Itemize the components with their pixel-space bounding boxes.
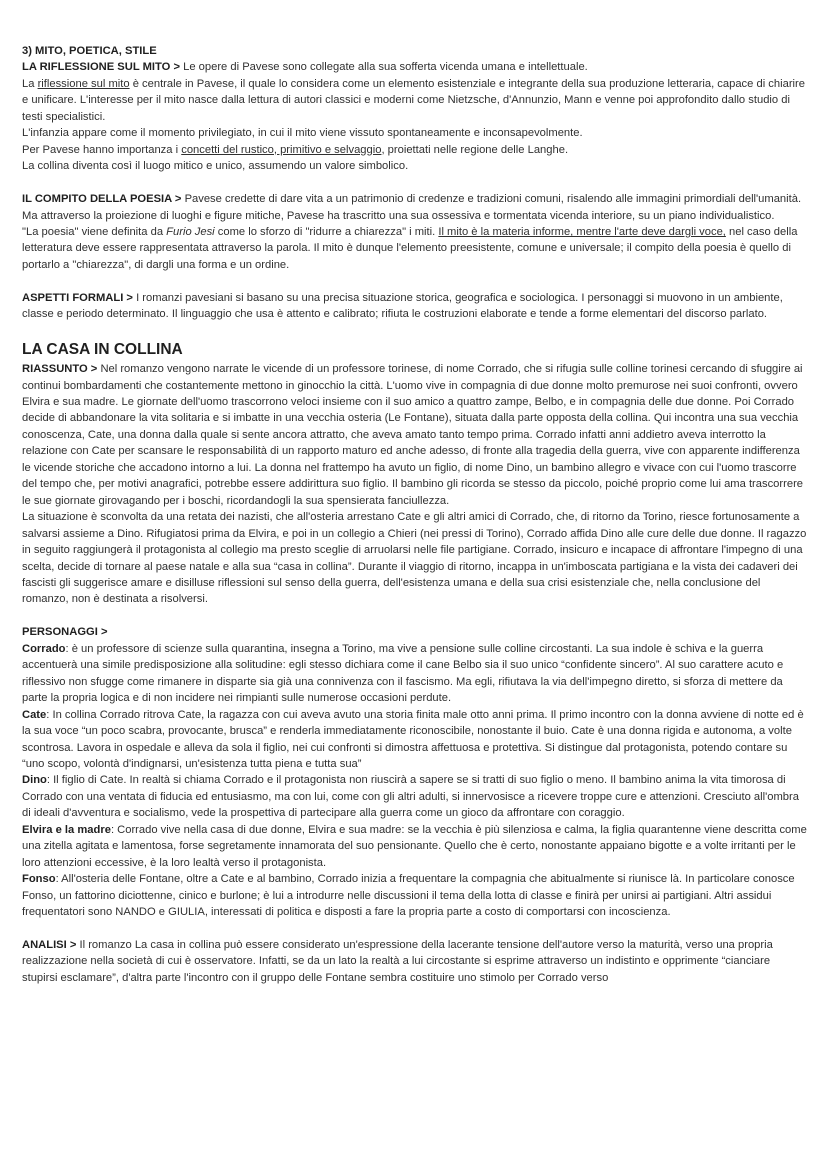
text-line	[22, 707, 808, 773]
text-line	[22, 125, 808, 141]
section-riassunto	[22, 361, 808, 608]
text-run: Cate	[22, 708, 47, 721]
text-run: La collina diventa così il luogo mitico e unico, assumendo un valore simbolico.	[22, 160, 409, 173]
text-run: nel caso della letteratura deve essere rappresentata attraverso la parola. Il mito è dunque l'elemento preesistente, comune e universale; il compito della poesia è quello di portarlo a "chiarezza", di dargli una forma e un ordine.	[22, 225, 798, 271]
text-run: come lo sforzo di "ridurre a chiarezza" i miti.	[214, 225, 439, 238]
text-run: Furio Jesi	[166, 225, 215, 238]
text-line	[22, 224, 808, 273]
text-line	[22, 822, 808, 871]
text-run: concetti del rustico, primitivo e selvaggio	[181, 143, 382, 156]
text-line	[22, 43, 808, 59]
text-run: Dino	[22, 774, 47, 787]
document-page	[22, 43, 808, 986]
section-mito-poetica-stile	[22, 43, 808, 175]
text-line	[22, 76, 808, 125]
text-run: ASPETTI FORMALI >	[22, 291, 137, 304]
text-run: RIASSUNTO >	[22, 363, 101, 376]
text-line	[22, 339, 808, 360]
section-compito-della-poesia	[22, 191, 808, 273]
text-run: : All'osteria delle Fontane, oltre a Cate e al bambino, Corrado inizia a frequentare la compagnia che abitualmente si riunisce là. In particolare conosce Fonso, un fattorino diciottenne, cinico e burlone; è lui a introdurre nelle discussioni il tema della lotta di classe e finirà per unirsi ai partigiani. Altri assidui frequentatori sono NANDO e GIULIA, interessati di politica e disposti a fare la propria parte a costo di comportarsi con incoscienza.	[22, 873, 795, 919]
text-run: La situazione è sconvolta da una retata dei nazisti, che all'osteria arrestano Cate e gli altri amici di Corrado, che, di ritorno da Torino, riesce fortunosamente a salvarsi assieme a Dino. Rifugiatosi prima da Elvira, e poi in un collegio a Chieri (nei pressi di Torino), Corrado affida Dino alle cure delle due donne. Il ragazzo in seguito raggiungerà il protagonista al collegio ma presto sceglie di arruolarsi nelle file partigiane. Corrado, insicuro e incapace di affrontare l'impegno di una scelta, decide di tornare al paese natale e alla sua “casa in collina”. Durante il viaggio di ritorno, incappa in un'imboscata partigiana e la vista dei cadaveri dei fascisti gli suggerisce amare e disilluse riflessioni sul senso della guerra, dell'esistenza umana e della sua crisi esistenziale che, nella conclusione del romanzo, non è destinata a risolversi.	[22, 511, 807, 606]
text-run: : è un professore di scienze sulla quarantina, insegna a Torino, ma vive a pensione sulle colline circostanti. La sua indole è schiva e la guerra accentuerà una simile predisposizione alla solitudine: egli stesso dichiara come il cane Belbo sia il suo unico “confidente sincero”. Al suo carattere acuto e riflessivo non sfugge come rimanere in disparte sia già una connivenza con il fascismo. Ma egli, rifiutava la via dell'impegno diretto, si sforza di mettere da parte la propria logica e di non incidere nei rimpianti sulle numerose occasioni perdute.	[22, 642, 784, 705]
text-line	[22, 158, 808, 174]
text-run: LA RIFLESSIONE SUL MITO >	[22, 61, 184, 74]
section-aspetti-formali	[22, 290, 808, 323]
text-run: Elvira e la madre	[22, 823, 111, 836]
text-run: : Il figlio di Cate. In realtà si chiama Corrado e il protagonista non riuscirà a sapere se si tratti di suo figlio o meno. Il bambino anima la vita timorosa di Corrado con una ventata di fiducia ed entusiasmo, ma con lui, come con gli altri adulti, si innervosisce a ricevere troppe cure e attenzioni. Cresciuto all'ombra di ideali d'avventura e socialismo, vede la prospettiva di partecipare alla guerra come un gioco da affrontare con coraggio.	[22, 774, 799, 820]
text-run: Il mito è la materia informe, mentre l'arte deve dargli voce,	[438, 225, 726, 238]
text-line	[22, 871, 808, 920]
text-run: I romanzi pavesiani si basano su una precisa situazione storica, geografica e sociologica. I personaggi si muovono in un ambiente, classe e periodo determinato. Il linguaggio che usa è attento e calibrato; rifiuta le costruzioni elaborate e tende a forme elementari del discorso parlato.	[22, 291, 783, 321]
text-run: ANALISI >	[22, 938, 80, 951]
section-personaggi	[22, 624, 808, 920]
title-la-casa-in-collina	[22, 339, 808, 360]
text-run: Le opere di Pavese sono collegate alla sua sofferta vicenda umana e intellettuale.	[183, 61, 588, 74]
text-line	[22, 361, 808, 509]
text-run: 3) MITO, POETICA, STILE	[22, 45, 157, 57]
text-run: Corrado	[22, 642, 66, 655]
text-run: Nel romanzo vengono narrate le vicende di un professore torinese, di nome Corrado, che si rifugia sulle colline torinesi cercando di sfuggire ai continui bombardamenti che costantemente mettono in ginocchio la città. L'uomo vive in compagnia di due donne molto premurose nei suoi confronti, ovvero Elvira e sua madre. Le giornate dell'uomo trascorrono veloci insieme con il suo amico a quattro zampe, Belbo, e in compagnia delle due donne. Poi Corrado decide di abbandonare la vita solitaria e si imbatte in una vecchia osteria (Le Fontane), situata dalla parte opposta della collina. Qui incontra una sua vecchia conoscenza, Cate, una donna dalla quale si sente ancora attratto, che aveva amato tanto tempo prima. Corrado infatti anni addietro aveva interrotto la relazione con Cate per scansare le responsabilità di un rapporto maturo ed anche adesso, di fronte alla tragedia della guerra, vive con apparente indifferenza le vicende storiche che accadono intorno a lui. La donna nel frattempo ha avuto un figlio, di nome Dino, un bambino allegro e vivace con cui l'uomo trascorre del tempo che, per motivi anagrafici, potrebbe essere addirittura suo figlio. Il bambino gli ricorda se stesso da piccolo, poiché proprio come lui ama trascorrere le sue giornate girovagando per i boschi, ricordandogli la sua spensierata fanciullezza.	[22, 363, 804, 507]
text-run: Il romanzo La casa in collina può essere considerato un'espressione della lacerante tensione dell'autore verso la maturità, verso una propria realizzazione nella società di cui è osservatore. Infatti, se da un lato la realtà a lui circostante si esprime attraverso un indistinto e opprimente “cianciare stupirsi esclamare”, d'altra parte l'incontro con il gruppo delle Fontane sembra costituire uno stimolo per Corrado verso	[22, 938, 773, 984]
text-run: "La poesia" viene definita da	[22, 225, 167, 238]
text-run: La	[22, 77, 38, 90]
text-run: Per Pavese hanno importanza i	[22, 143, 182, 156]
text-line	[22, 937, 808, 986]
text-run: : In collina Corrado ritrova Cate, la ragazza con cui aveva avuto una storia finita male otto anni prima. Il primo incontro con la donna avviene di notte ed è la sua voce “un poco scabra, provocante, brusca” e renderla immediatamente riconoscibile, nonostante il buio. Cate è una donna rigida e autonoma, a volte scontrosa. Lavora in ospedale e alleva da sola il figlio, nei cui confronti si dimostra affettuosa e protettiva. Si distingue dal protagonista, potendo contare su “uno scopo, volontà d'indignarsi, un'esistenza tutta piena e tutta sua”	[22, 708, 804, 770]
text-line	[22, 624, 808, 640]
text-run: IL COMPITO DELLA POESIA >	[22, 193, 185, 206]
text-run: è centrale in Pavese, il quale lo considera come un elemento esistenziale e integrante della sua produzione letteraria, capace di chiarire e unificare. L'interesse per il mito nasce dalla lettura di autori classici e moderni come Nietzsche, d'Annunzio, Mann e venne poi approfondito dallo studio di testi specialistici.	[22, 77, 805, 123]
text-run: Pavese credette di dare vita a un patrimonio di credenze e tradizioni comuni, risalendo alle immagini primordiali dell'umanità. Ma attraverso la proiezione di luoghi e figure mitiche, Pavese ha trascritto una sua ossessiva e tormentata vicenda interiore, su un piano individualistico.	[22, 193, 802, 222]
text-run: : Corrado vive nella casa di due donne, Elvira e sua madre: se la vecchia è più silenziosa e calma, la figlia quarantenne viene descritta come una zitella agitata e lamentosa, forse segretamente innamorata del suo pensionante. Quello che è certo, nonostante appaiano bigotte e a volte irritanti per le loro attenzioni eccessive, è la loro lealtà verso il protagonista.	[22, 823, 807, 869]
text-line	[22, 191, 808, 224]
text-run: L'infanzia appare come il momento privilegiato, in cui il mito viene vissuto spontaneamente e inconsapevolmente.	[22, 127, 583, 140]
text-line	[22, 59, 808, 75]
text-run: Fonso	[22, 873, 56, 886]
text-line	[22, 290, 808, 323]
text-run: LA CASA IN COLLINA	[22, 341, 183, 359]
text-line	[22, 772, 808, 821]
text-run: PERSONAGGI >	[22, 626, 108, 639]
text-run: riflessione sul mito	[37, 77, 130, 90]
text-line	[22, 509, 808, 608]
section-analisi	[22, 937, 808, 986]
text-line	[22, 641, 808, 707]
text-run: , proiettati nelle regione delle Langhe.	[381, 143, 569, 156]
text-line	[22, 142, 808, 158]
